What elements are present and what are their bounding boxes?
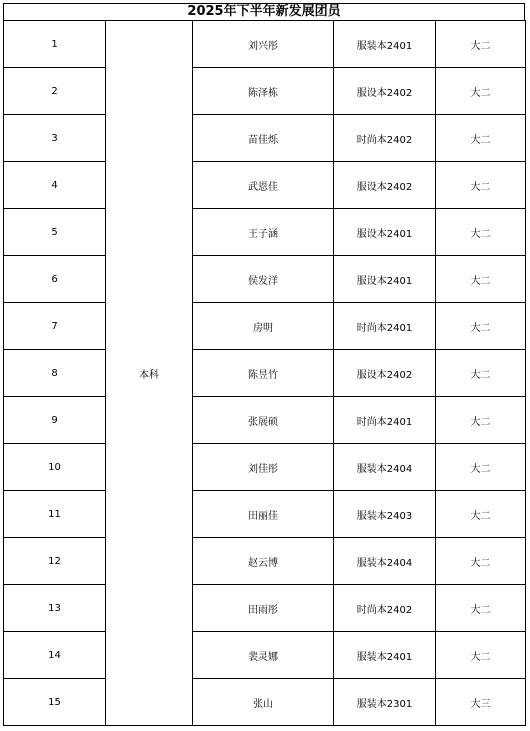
member-name: 裴灵娜 — [193, 632, 334, 679]
table-row — [4, 256, 526, 303]
member-grade: 大二 — [436, 585, 526, 632]
table-row — [4, 632, 526, 679]
row-number: 8 — [4, 350, 106, 397]
member-grade: 大三 — [436, 679, 526, 726]
row-number: 14 — [4, 632, 106, 679]
member-name: 赵云博 — [193, 538, 334, 585]
table-row — [4, 679, 526, 726]
member-grade: 大二 — [436, 538, 526, 585]
row-number: 6 — [4, 256, 106, 303]
member-grade: 大二 — [436, 632, 526, 679]
member-name: 房明 — [193, 303, 334, 350]
table-row — [4, 444, 526, 491]
member-name: 陈昱竹 — [193, 350, 334, 397]
table-row — [4, 68, 526, 115]
table-row — [4, 491, 526, 538]
member-class: 服设本2402 — [334, 68, 436, 115]
member-class: 服装本2401 — [334, 21, 436, 68]
member-grade: 大二 — [436, 491, 526, 538]
member-name: 王子涵 — [193, 209, 334, 256]
row-number: 12 — [4, 538, 106, 585]
row-number: 7 — [4, 303, 106, 350]
row-number: 3 — [4, 115, 106, 162]
member-class: 服设本2401 — [334, 256, 436, 303]
member-class: 服设本2402 — [334, 350, 436, 397]
member-grade: 大二 — [436, 397, 526, 444]
member-class: 服设本2401 — [334, 209, 436, 256]
member-name: 刘佳彤 — [193, 444, 334, 491]
member-table — [3, 20, 526, 726]
row-number: 1 — [4, 21, 106, 68]
row-number: 15 — [4, 679, 106, 726]
member-table-body — [4, 21, 526, 726]
member-name: 田雨彤 — [193, 585, 334, 632]
member-grade: 大二 — [436, 68, 526, 115]
member-class: 服装本2404 — [334, 444, 436, 491]
member-class: 服装本2403 — [334, 491, 436, 538]
member-grade: 大二 — [436, 209, 526, 256]
member-grade: 大二 — [436, 115, 526, 162]
member-grade: 大二 — [436, 444, 526, 491]
member-class: 时尚本2402 — [334, 115, 436, 162]
member-grade: 大二 — [436, 350, 526, 397]
member-grade: 大二 — [436, 303, 526, 350]
row-number: 13 — [4, 585, 106, 632]
document-title: 2025年下半年新发展团员 — [3, 3, 525, 20]
member-class: 服装本2404 — [334, 538, 436, 585]
member-grade: 大二 — [436, 162, 526, 209]
row-number: 9 — [4, 397, 106, 444]
member-class: 服设本2402 — [334, 162, 436, 209]
row-number: 10 — [4, 444, 106, 491]
row-number: 2 — [4, 68, 106, 115]
member-name: 陈泽栋 — [193, 68, 334, 115]
table-row — [4, 585, 526, 632]
member-class: 服装本2401 — [334, 632, 436, 679]
member-grade: 大二 — [436, 256, 526, 303]
row-number: 5 — [4, 209, 106, 256]
row-number: 11 — [4, 491, 106, 538]
table-row — [4, 538, 526, 585]
table-row — [4, 209, 526, 256]
member-class: 时尚本2401 — [334, 303, 436, 350]
education-level-cell: 本科 — [106, 21, 193, 726]
table-row — [4, 115, 526, 162]
member-name: 武恩佳 — [193, 162, 334, 209]
table-row — [4, 21, 526, 68]
row-number: 4 — [4, 162, 106, 209]
table-row — [4, 162, 526, 209]
table-row — [4, 350, 526, 397]
member-name: 侯发洋 — [193, 256, 334, 303]
member-name: 张展硕 — [193, 397, 334, 444]
member-class: 时尚本2402 — [334, 585, 436, 632]
member-name: 苗佳烁 — [193, 115, 334, 162]
member-class: 时尚本2401 — [334, 397, 436, 444]
member-name: 张山 — [193, 679, 334, 726]
member-name: 田丽佳 — [193, 491, 334, 538]
member-class: 服装本2301 — [334, 679, 436, 726]
table-row — [4, 303, 526, 350]
member-grade: 大二 — [436, 21, 526, 68]
member-name: 刘兴彤 — [193, 21, 334, 68]
table-row — [4, 397, 526, 444]
